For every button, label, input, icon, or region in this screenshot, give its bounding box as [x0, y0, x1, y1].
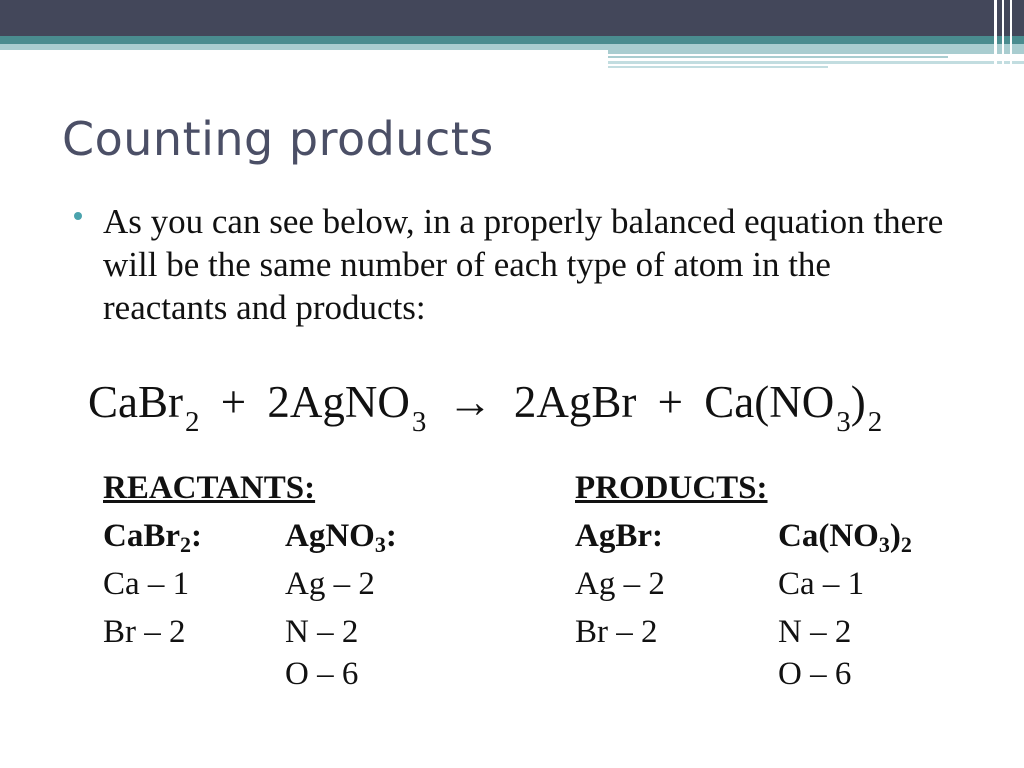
reactant-agno3: AgNO	[289, 377, 410, 427]
bullet-text: As you can see below, in a properly balanced equation there will be the same number of each type of atom in the reactants and products:	[103, 202, 944, 327]
atom-count: O – 6	[285, 656, 359, 692]
products-header: PRODUCTS:	[575, 470, 768, 506]
chemical-equation	[88, 376, 883, 438]
atom-count: N – 2	[778, 614, 852, 650]
atom-count: O – 6	[778, 656, 852, 692]
atom-count: Br – 2	[575, 614, 658, 650]
atom-count: Br – 2	[103, 614, 186, 650]
light-teal-stripe-right	[608, 44, 1024, 54]
subscript: 3	[411, 406, 427, 438]
product-cano32: Ca(NO	[704, 377, 835, 427]
accent-line	[608, 56, 948, 58]
accent-line	[608, 61, 1024, 64]
product-formula-agbr: AgBr:	[575, 518, 663, 554]
top-banner	[0, 0, 1024, 36]
coefficient: 2	[513, 377, 537, 427]
atom-count: Ca – 1	[103, 566, 190, 602]
plus-sign: +	[657, 377, 684, 427]
subscript: 2	[185, 406, 200, 438]
corner-accent-bar	[994, 0, 997, 70]
coefficient: 2	[267, 377, 290, 427]
accent-line	[608, 66, 828, 68]
reactants-header: REACTANTS:	[103, 470, 316, 506]
plus-sign: +	[220, 377, 247, 427]
corner-accent-bar	[1002, 0, 1004, 70]
corner-accent-bar	[1010, 0, 1012, 70]
light-teal-stripe	[0, 44, 608, 50]
bullet-icon	[74, 212, 82, 220]
product-formula-cano32: $Ca(NO_3)_2$	[778, 518, 912, 557]
reactant-formula-cabr2: CaBr$_2$:	[103, 518, 202, 557]
subscript: 2	[867, 406, 883, 438]
reaction-arrow-icon: →	[447, 377, 493, 427]
subscript: 3	[836, 406, 851, 438]
slide-title: Counting products	[62, 112, 494, 166]
close-paren: )	[850, 377, 866, 427]
atom-count: Ag – 2	[285, 566, 375, 602]
atom-count: N – 2	[285, 614, 359, 650]
teal-stripe	[0, 36, 1024, 44]
reactant-formula-agno3: AgNO$_3$:	[285, 518, 397, 557]
product-agbr: AgBr	[536, 377, 637, 427]
atom-count: Ca – 1	[778, 566, 865, 602]
atom-count: Ag – 2	[575, 566, 665, 602]
reactant-cabr2: CaBr	[88, 377, 183, 427]
